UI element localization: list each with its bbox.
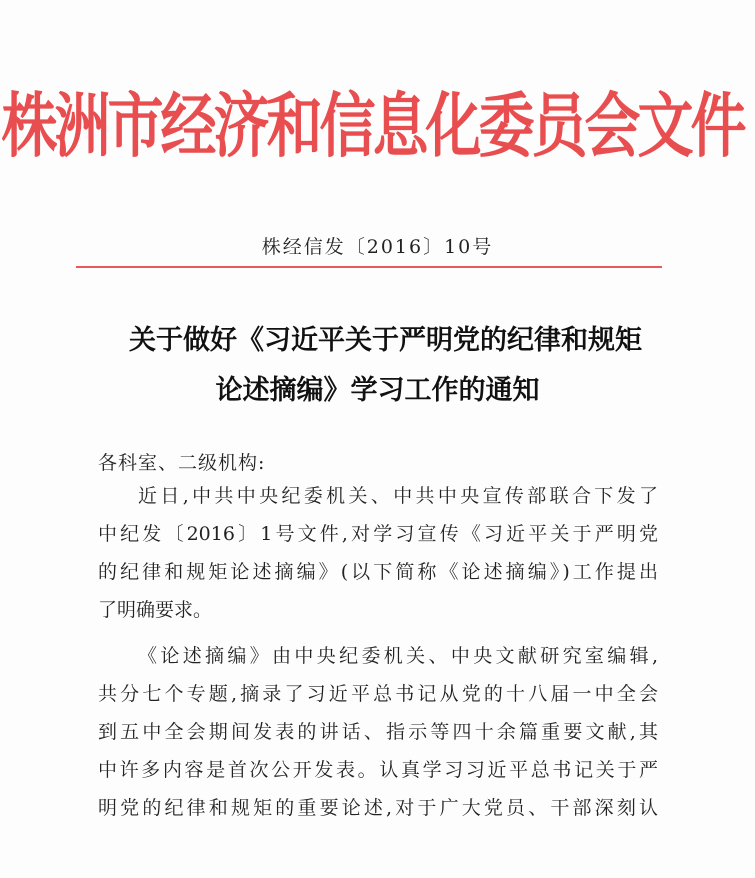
salutation: 各科室、二级机构: [98, 452, 266, 474]
body-line-9: 明党的纪律和规矩的重要论述,对于广大党员、干部深刻认 [98, 797, 658, 819]
body-line-7: 到五中全会期间发表的讲话、指示等四十余篇重要文献,其 [98, 721, 658, 743]
body-line-4: 了明确要求。 [98, 599, 213, 621]
red-divider-line [76, 266, 662, 268]
notice-title-line-1: 关于做好《习近平关于严明党的纪律和规矩 [129, 325, 642, 356]
body-line-1: 近日,中共中央纪委机关、中共中央宣传部联合下发了 [138, 485, 658, 507]
body-line-6: 共分七个专题,摘录了习近平总书记从党的十八届一中全会 [98, 683, 658, 705]
body-line-2: 中纪发〔2016〕1号文件,对学习宣传《习近平关于严明党 [98, 523, 658, 545]
document-number: 株经信发〔2016〕10号 [261, 236, 494, 258]
body-line-3: 的纪律和规矩论述摘编》(以下简称《论述摘编》)工作提出 [98, 561, 658, 583]
masthead-title: 株洲市经济和信息化委员会文件 [1, 86, 744, 168]
body-line-8: 中许多内容是首次公开发表。认真学习习近平总书记关于严 [98, 759, 658, 781]
body-line-5: 《论述摘编》由中央纪委机关、中央文献研究室编辑, [138, 645, 658, 667]
notice-title-line-2: 论述摘编》学习工作的通知 [215, 375, 540, 406]
